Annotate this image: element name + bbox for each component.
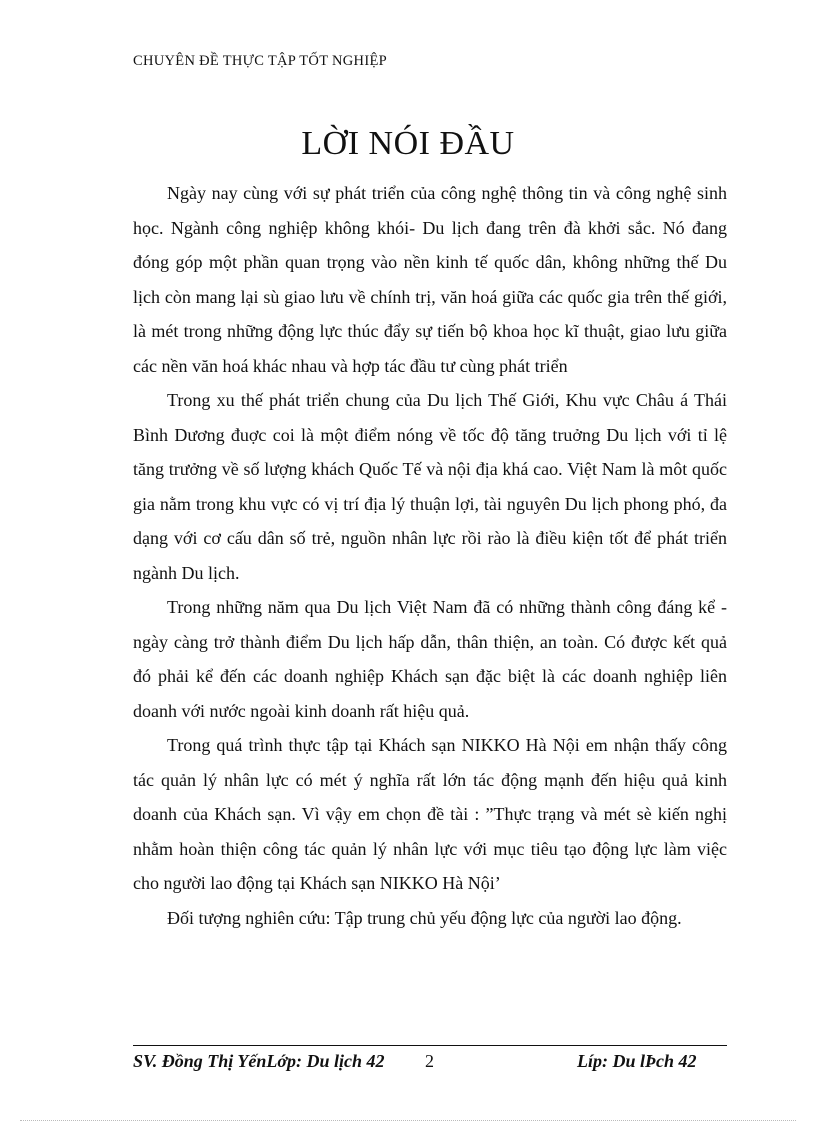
footer-student: SV. Đồng Thị YếnLớp: Du lịch 42 [133, 1051, 385, 1071]
page-title: LỜI NÓI ĐẦU [301, 125, 515, 162]
footer-divider [133, 1045, 727, 1046]
paragraph: Đối tượng nghiên cứu: Tập trung chủ yếu động lực của người lao động. [167, 907, 682, 928]
paragraph: Trong xu thế phát triển chung của Du lịch Thế Giới, Khu vực Châu á Thái Bình Dương đuợc coi là một điểm nóng về tốc độ tăng truởng Du lịch với tỉ lệ tăng trưởng về số lượng khách Quốc Tế và nội địa khá cao. Việt Nam là môt quốc gia nằm trong khu vực có vị trí địa lý thuận lợi, tài nguyên Du lịch phong phó, đa dạng với cơ cấu dân số trẻ, nguồn nhân lực rồi rào là điều kiện tốt để phát triển ngành Du lịch. [133, 390, 727, 583]
page-number: 2 [425, 1051, 434, 1071]
paragraph: Trong quá trình thực tập tại Khách sạn NIKKO Hà Nội em nhận thấy công tác quản lý nhân lực có mét ý nghĩa rất lớn tác động mạnh đến hiệu quả kinh doanh của Khách sạn. Vì vậy em chọn đề tài : ”Thực trạng và mét sè kiến nghị nhằm hoàn thiện công tác quản lý nhân lực với mục tiêu tạo động lực làm việc cho người lao động tại Khách sạn NIKKO Hà Nội’ [133, 735, 727, 893]
body-text [133, 176, 727, 935]
running-header: CHUYÊN ĐỀ THỰC TẬP TỐT NGHIỆP [133, 53, 387, 69]
footer-class: Líp: Du lÞch 42 [577, 1051, 697, 1071]
page-boundary [20, 1120, 796, 1121]
paragraph: Ngày nay cùng với sự phát triển của công nghệ thông tin và công nghệ sinh học. Ngành công nghiệp không khói- Du lịch đang trên đà khởi sắc. Nó đang đóng góp một phần quan trọng vào nền kinh tế quốc dân, không những thế Du lịch còn mang lại sù giao lưu về chính trị, văn hoá giữa các quốc gia trên thế giới, là mét trong những động lực thúc đẩy sự tiến bộ khoa học kĩ thuật, giao lưu giữa các nền văn hoá khác nhau và hợp tác đầu tư cùng phát triển [133, 183, 727, 376]
paragraph: Trong những năm qua Du lịch Việt Nam đã có những thành công đáng kể - ngày càng trở thành điểm Du lịch hấp dẫn, thân thiện, an toàn. Có được kết quả đó phải kể đến các doanh nghiệp Khách sạn đặc biệt là các doanh nghiệp liên doanh với nước ngoài kinh doanh rất hiệu quả. [133, 597, 727, 721]
